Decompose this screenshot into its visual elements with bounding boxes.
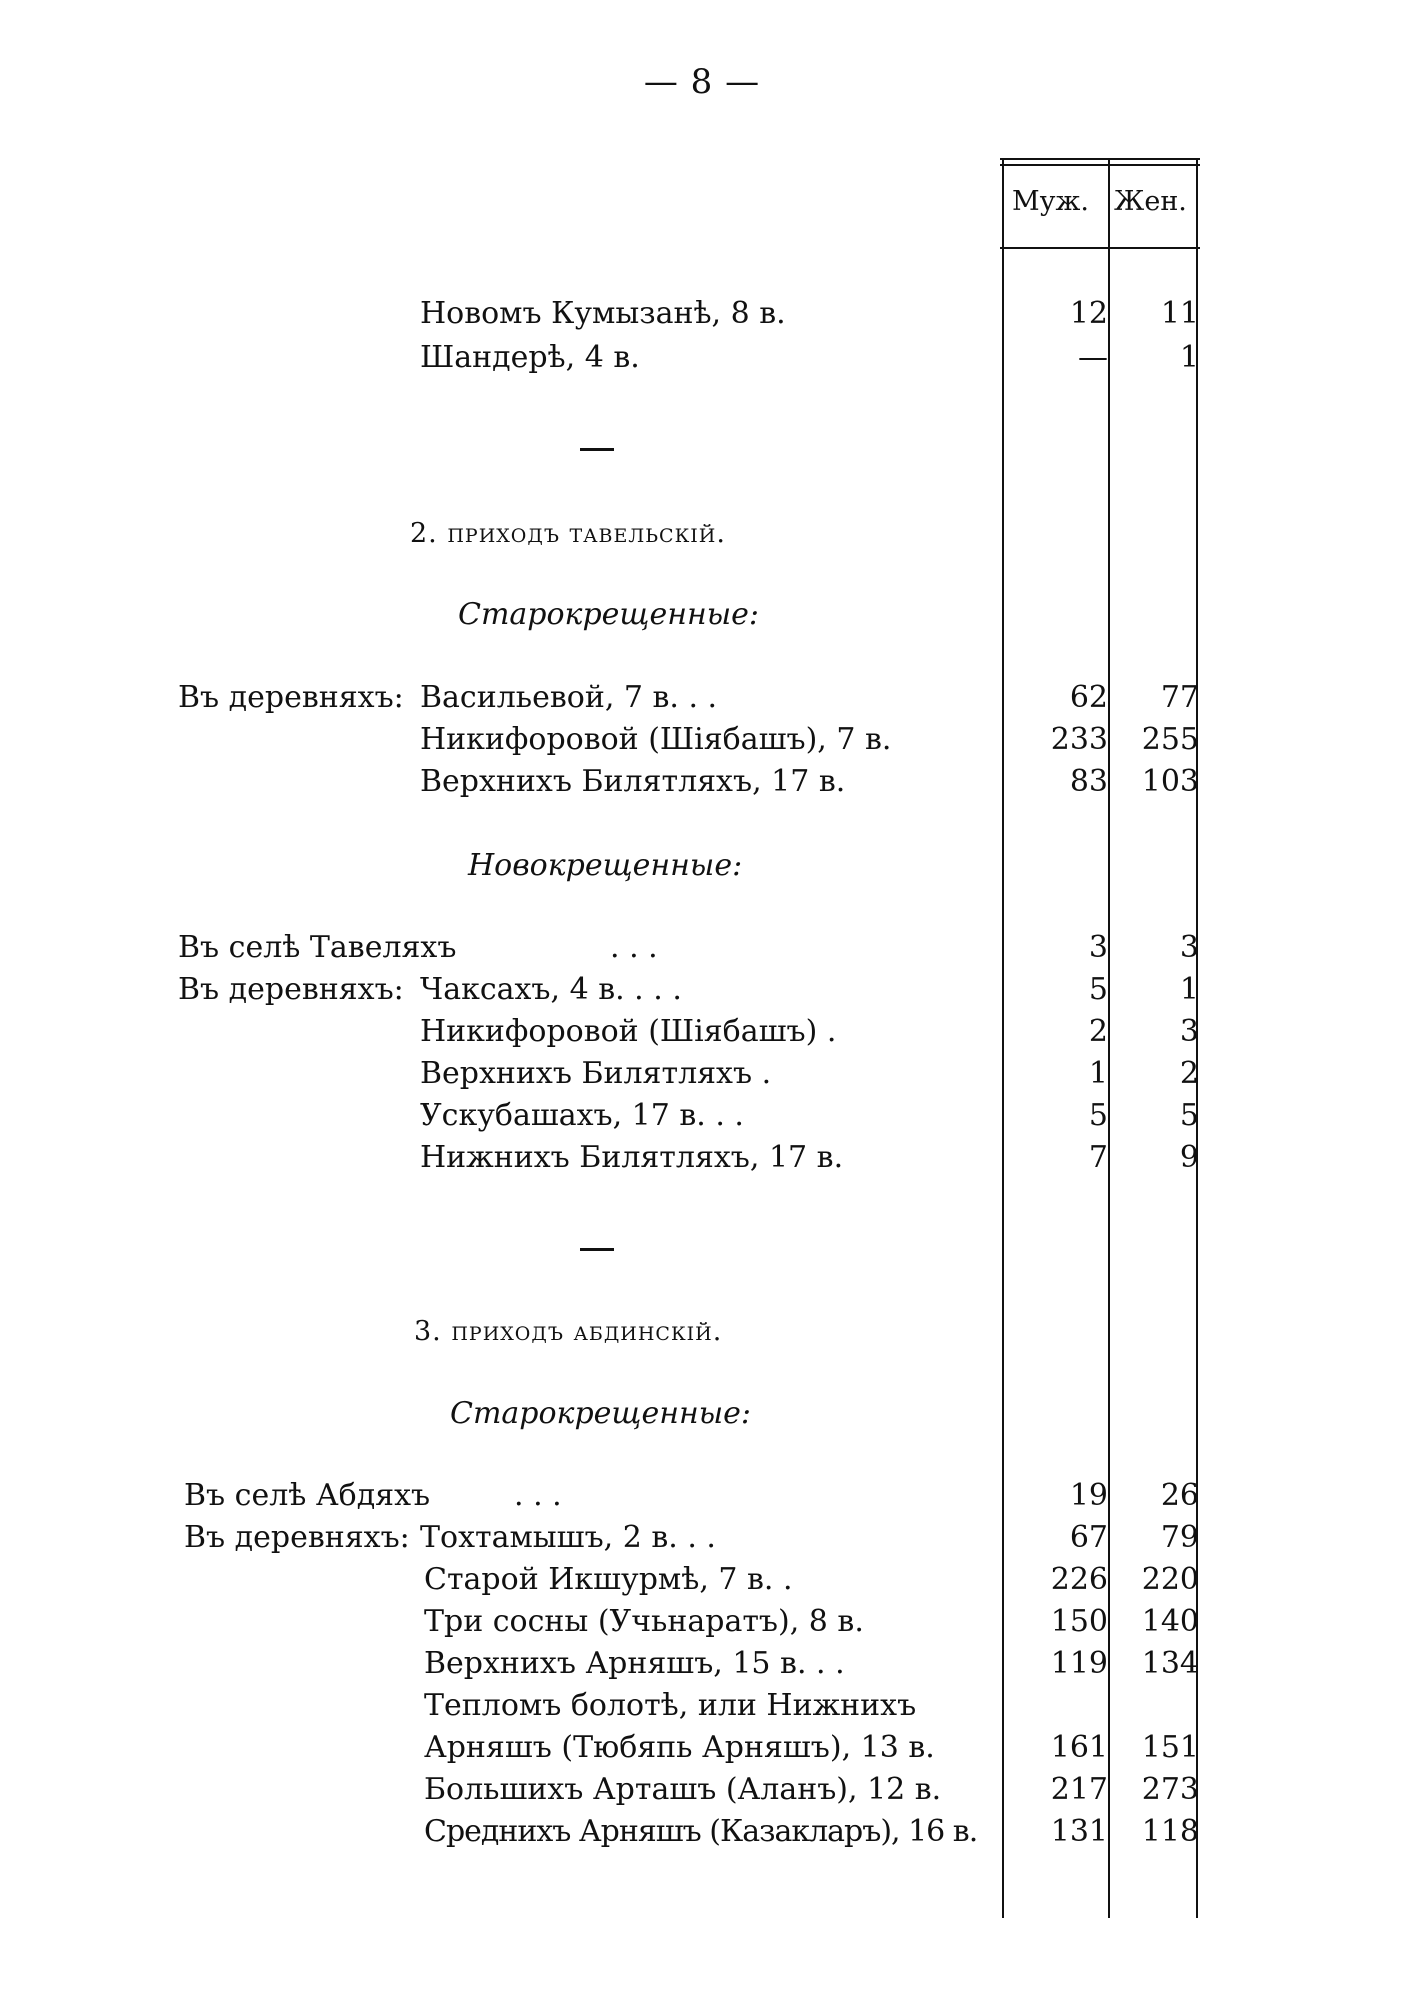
page-number: — 8 — [643,62,761,102]
list-item-prefix: Въ селѣ Тавеляхъ [178,930,457,965]
subsection-heading: Старокрещенные: [458,597,760,632]
list-item-name: Верхнихъ Билятляхъ, 17 в. [420,764,846,799]
list-item-female: 273 [1141,1772,1199,1807]
list-item-name: Большихъ Арташъ (Аланъ), 12 в. [424,1772,942,1807]
list-item-female: 77 [1160,680,1199,715]
list-item-female: 1 [1179,340,1199,375]
list-item-female: 1 [1179,972,1199,1007]
list-item-name: Васильевой, 7 в. . . [420,680,718,715]
list-item-name: Никифоровой (Шіябашъ) . [420,1014,837,1049]
list-item-name: Никифоровой (Шіябашъ), 7 в. [420,722,892,757]
list-item-name: Чаксахъ, 4 в. . . . [420,972,682,1007]
list-item-male: 131 [1050,1814,1108,1849]
list-item-name: . . . [610,930,658,965]
list-item-female: 2 [1179,1056,1199,1091]
list-item-female: 5 [1179,1098,1199,1133]
section-title: 2. приходъ тавельскій. [410,518,726,549]
list-item-male: 226 [1050,1562,1108,1597]
list-item-name: Старой Икшурмѣ, 7 в. . [424,1562,793,1597]
list-item-name: Новомъ Кумызанѣ, 8 в. [420,296,786,331]
list-item-name: . . . [514,1478,562,1513]
list-item-male: 5 [1088,1098,1108,1133]
list-item-male: 3 [1088,930,1108,965]
list-item-name: Три сосны (Учьнаратъ), 8 в. [424,1604,864,1639]
list-item-female: 255 [1141,722,1199,757]
list-item-name: Ускубашахъ, 17 в. . . [420,1098,744,1133]
list-item-female: 118 [1141,1814,1199,1849]
list-item-female: 11 [1160,296,1199,331]
list-item-male: 62 [1069,680,1108,715]
list-item-name: Верхнихъ Билятляхъ . [420,1056,772,1091]
list-item-male: 1 [1088,1056,1108,1091]
list-item-female: 3 [1179,1014,1199,1049]
list-item-male: 150 [1050,1604,1108,1639]
list-item-name: Тохтамышъ, 2 в. . . [420,1520,716,1555]
list-item-male: 19 [1069,1478,1108,1513]
list-item-male: 233 [1050,722,1108,757]
list-item-female: 151 [1141,1730,1199,1765]
list-item-female: 103 [1141,764,1199,799]
list-item-female: 9 [1179,1140,1199,1175]
list-item-male: 67 [1069,1520,1108,1555]
list-item-male: — [1078,340,1108,375]
list-item-prefix: Въ деревняхъ: [178,972,404,1007]
column-header-female: Жен. [1114,186,1187,217]
list-item-male: 161 [1050,1730,1108,1765]
list-item-name: Шандерѣ, 4 в. [420,340,640,375]
list-item-female: 3 [1179,930,1199,965]
subsection-heading: Старокрещенные: [450,1396,752,1431]
list-item-name: Тепломъ болотѣ, или Нижнихъ [424,1688,917,1723]
list-item-male: 83 [1069,764,1108,799]
list-item-male: 2 [1088,1014,1108,1049]
list-item-male: 7 [1088,1140,1108,1175]
list-item-female: 134 [1141,1646,1199,1681]
list-item-name: Арняшъ (Тюбяпь Арняшъ), 13 в. [424,1730,935,1765]
list-item-female: 26 [1160,1478,1199,1513]
subsection-heading: Новокрещенные: [468,848,743,883]
table-top-rule-2 [1000,164,1200,166]
section-divider [580,1248,614,1251]
list-item-prefix: Въ селѣ Абдяхъ [184,1478,431,1513]
list-item-male: 12 [1069,296,1108,331]
list-item-female: 140 [1141,1604,1199,1639]
header-bottom-rule [1000,247,1200,249]
list-item-male: 217 [1050,1772,1108,1807]
list-item-male: 5 [1088,972,1108,1007]
list-item-prefix: Въ деревняхъ: [184,1520,410,1555]
list-item-name: Среднихъ Арняшъ (Казакларъ), 16 в. [424,1814,978,1849]
list-item-name: Нижнихъ Билятляхъ, 17 в. [420,1140,844,1175]
section-divider [580,448,614,451]
column-header-male: Муж. [1012,186,1089,217]
list-item-prefix: Въ деревняхъ: [178,680,404,715]
list-item-male: 119 [1050,1646,1108,1681]
list-item-female: 220 [1141,1562,1199,1597]
table-top-rule [1000,158,1200,160]
list-item-name: Верхнихъ Арняшъ, 15 в. . . [424,1646,845,1681]
list-item-female: 79 [1160,1520,1199,1555]
section-title: 3. приходъ абдинскій. [414,1316,723,1347]
